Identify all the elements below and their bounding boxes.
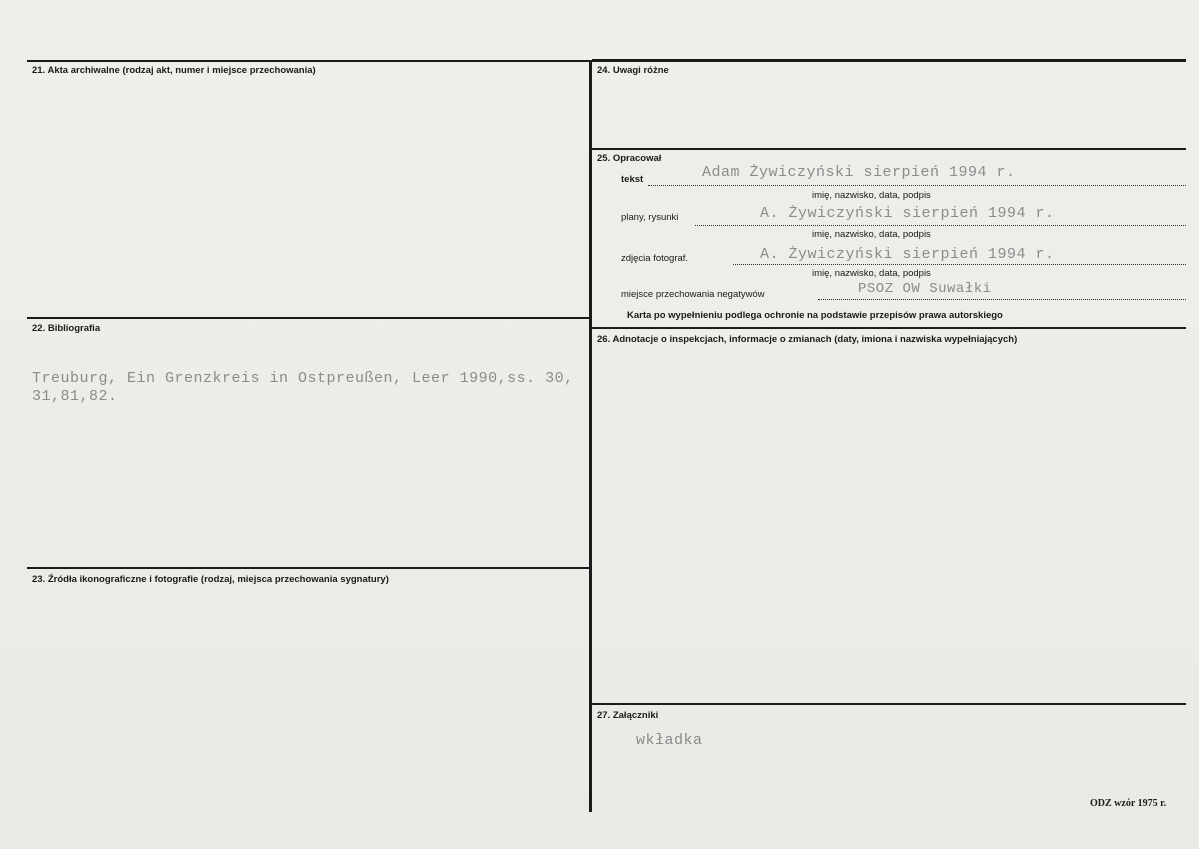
center-divider bbox=[589, 60, 592, 812]
top-rule-left bbox=[27, 60, 590, 62]
tekst-caption: imię, nazwisko, data, podpis bbox=[812, 190, 931, 201]
zdjecia-value: A. Żywiczyński sierpień 1994 r. bbox=[760, 246, 1055, 263]
bibliography-line-2: 31,81,82. bbox=[32, 388, 118, 405]
tekst-value: Adam Żywiczyński sierpień 1994 r. bbox=[702, 164, 1016, 181]
negatywy-line bbox=[818, 299, 1186, 300]
section-23-label: 23. Źródła ikonograficzne i fotografie (rodzaj, miejsca przechowania sygnatury) bbox=[32, 574, 389, 585]
zdjecia-label: zdjęcia fotograf. bbox=[621, 253, 689, 264]
zdjecia-line bbox=[733, 264, 1186, 265]
rule-24-25 bbox=[592, 148, 1186, 150]
copyright-note: Karta po wypełnieniu podlega ochronie na podstawie przepisów prawa autorskiego bbox=[627, 310, 1003, 321]
plany-value: A. Żywiczyński sierpień 1994 r. bbox=[760, 205, 1055, 222]
section-21-label: 21. Akta archiwalne (rodzaj akt, numer i miejsce przechowania) bbox=[32, 65, 316, 76]
tekst-label: tekst bbox=[621, 174, 644, 185]
plany-label: plany, rysunki bbox=[621, 212, 679, 223]
section-24-label: 24. Uwagi różne bbox=[597, 65, 669, 76]
negatywy-label: miejsce przechowania negatywów bbox=[621, 289, 765, 300]
form-id: ODZ wzór 1975 r. bbox=[1090, 798, 1167, 809]
section-22-label: 22. Bibliografia bbox=[32, 323, 101, 334]
plany-caption: imię, nazwisko, data, podpis bbox=[812, 229, 931, 240]
zdjecia-caption: imię, nazwisko, data, podpis bbox=[812, 268, 931, 279]
negatywy-value: PSOZ OW Suwałki bbox=[858, 281, 992, 297]
plany-line bbox=[695, 225, 1186, 226]
bibliography-line-1: Treuburg, Ein Grenzkreis in Ostpreußen, Leer 1990,ss. 30, bbox=[32, 370, 574, 387]
rule-22-23 bbox=[27, 567, 590, 569]
top-rule-right bbox=[592, 59, 1186, 62]
section-27-label: 27. Załączniki bbox=[597, 710, 659, 721]
rule-25-26 bbox=[592, 327, 1186, 329]
attachments-value: wkładka bbox=[636, 732, 703, 749]
rule-26-27 bbox=[592, 703, 1186, 705]
section-26-label: 26. Adnotacje o inspekcjach, informacje o zmianach (daty, imiona i nazwiska wypełniających) bbox=[597, 334, 1018, 345]
rule-21-22 bbox=[27, 317, 590, 319]
tekst-line bbox=[648, 185, 1186, 186]
section-25-label: 25. Opracował bbox=[597, 153, 662, 164]
